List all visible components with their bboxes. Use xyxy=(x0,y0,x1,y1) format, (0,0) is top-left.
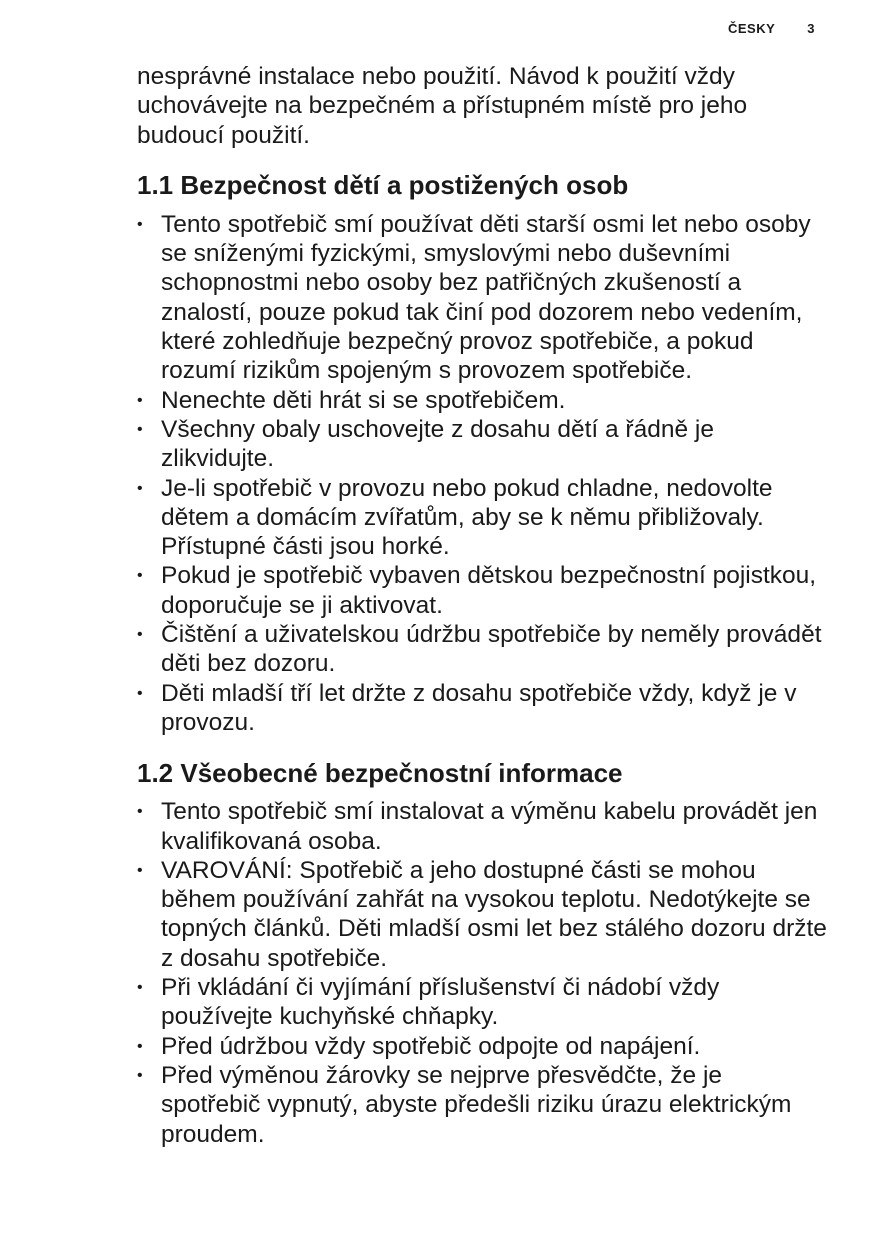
list-item: • Všechny obaly uschovejte z dosahu dětí a řádně je zlikvidujte. xyxy=(137,415,827,474)
page-content xyxy=(137,62,827,1149)
list-item: • Nenechte děti hrát si se spotřebičem. xyxy=(137,386,827,415)
list-item: • Před výměnou žárovky se nejprve přesvědčte, že je spotřebič vypnutý, abyste předešli riziku úrazu elektrickým proudem. xyxy=(137,1061,827,1149)
list-item: • Je-li spotřebič v provozu nebo pokud chladne, nedovolte dětem a domácím zvířatům, aby se k němu přibližovaly. Přístupné části jsou horké. xyxy=(137,474,827,562)
intro-paragraph: nesprávné instalace nebo použití. Návod k použití vždy uchovávejte na bezpečném a přístupném místě pro jeho budoucí použití. xyxy=(137,63,748,149)
page-number: 3 xyxy=(807,21,815,36)
general-safety-list xyxy=(137,797,827,1149)
list-item: • VAROVÁNÍ: Spotřebič a jeho dostupné části se mohou během používání zahřát na vysokou teplotu. Nedotýkejte se topných článků. Děti mladší osmi let bez stálého dozoru držte z dosahu spotřebiče. xyxy=(137,856,827,973)
child-safety-list xyxy=(137,210,827,737)
language-label: ČESKY xyxy=(727,21,776,36)
page-header xyxy=(728,21,815,36)
list-item: • Při vkládání či vyjímání příslušenství či nádobí vždy používejte kuchyňské chňapky. xyxy=(137,973,827,1032)
list-item: • Čištění a uživatelskou údržbu spotřebiče by neměly provádět děti bez dozoru. xyxy=(137,620,827,679)
list-item: • Tento spotřebič smí instalovat a výměnu kabelu provádět jen kvalifikovaná osoba. xyxy=(137,797,827,856)
list-item: • Děti mladší tří let držte z dosahu spotřebiče vždy, když je v provozu. xyxy=(137,679,827,738)
list-item: • Pokud je spotřebič vybaven dětskou bezpečnostní pojistkou, doporučuje se ji aktivovat. xyxy=(137,561,827,620)
list-item: • Před údržbou vždy spotřebič odpojte od napájení. xyxy=(137,1032,827,1061)
section-title-general-safety: 1.2 Všeobecné bezpečnostní informace xyxy=(137,758,623,789)
list-item: • Tento spotřebič smí používat děti starší osmi let nebo osoby se sníženými fyzickými, smyslovými nebo duševními schopnostmi nebo osoby bez patřičných zkušeností a znalostí, pouze pokud tak činí pod dozorem nebo vedením, které zohledňuje bezpečný provoz spotřebiče, a pokud rozumí rizikům spojeným s provozem spotřebiče. xyxy=(137,210,827,386)
section-title-child-safety: 1.1 Bezpečnost dětí a postižených osob xyxy=(137,169,629,200)
